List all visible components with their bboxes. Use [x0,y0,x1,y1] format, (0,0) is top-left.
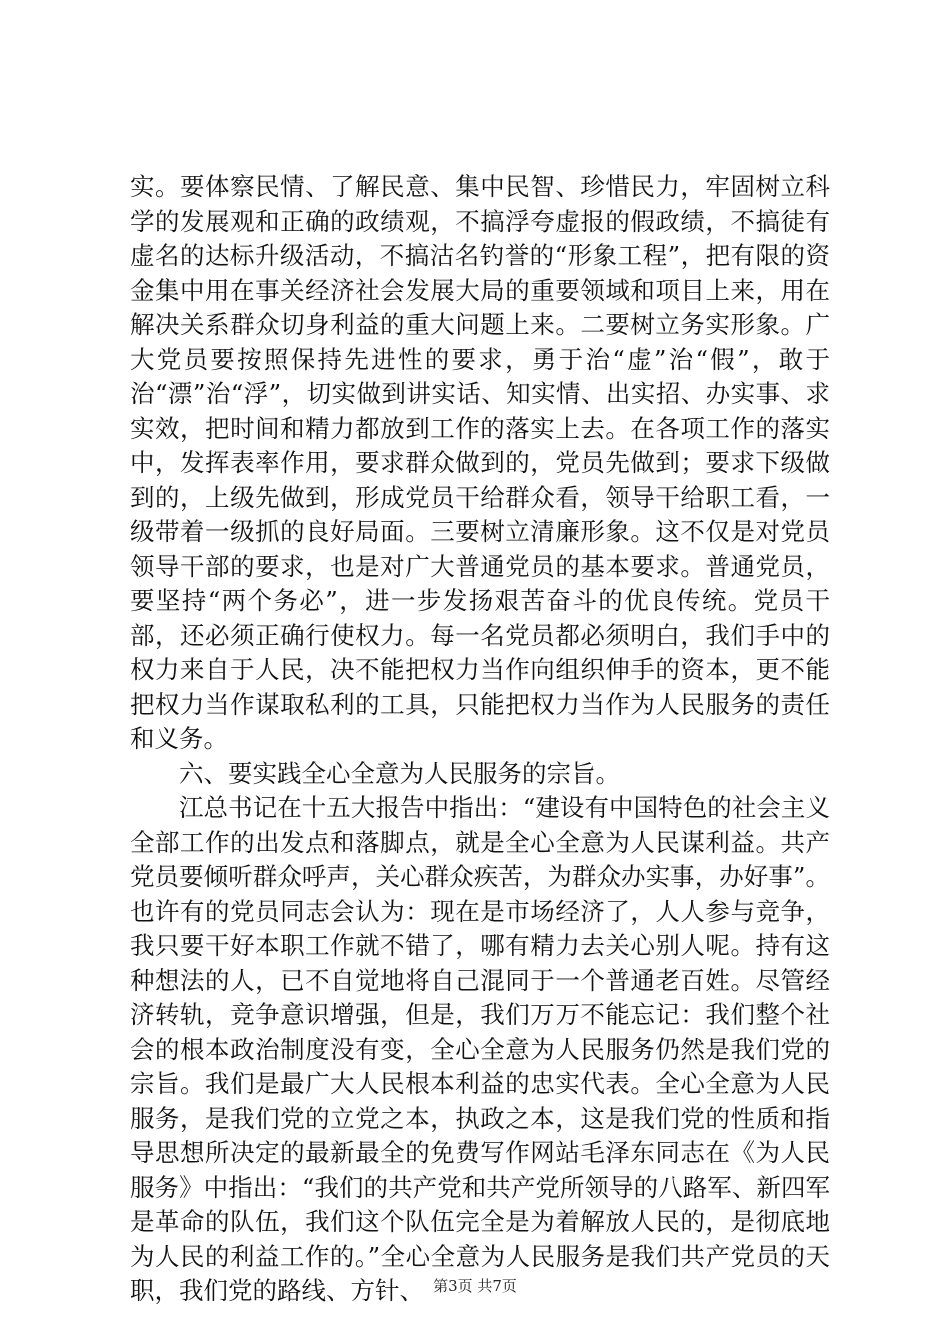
section-heading-six: 六、要实践全心全意为人民服务的宗旨。 [179,758,620,788]
document-body [130,170,830,1309]
page-number-footer: 第3页 共7页 [433,1277,517,1295]
paragraph-continuation: 实。要体察民情、了解民意、集中民智、珍惜民力，牢固树立科学的发展观和正确的政绩观，不搞浮夸虚报的假政绩，不搞徒有虚名的达标升级活动，不搞沽名钓誉的“形象工程”，把有限的资金集中用在事关经济社会发展大局的重要领域和项目上来，用在解决关系群众切身利益的重大问题上来。二要树立务实形象。广大党员要按照保持先进性的要求，勇于治“虚”治“假”，敢于治“漂”治“浮”，切实做到讲实话、知实情、出实招、办实事、求实效，把时间和精力都放到工作的落实上去。在各项工作的落实中，发挥表率作用，要求群众做到的，党员先做到；要求下级做到的，上级先做到，形成党员干给群众看，领导干给职工看，一级带着一级抓的良好局面。三要树立清廉形象。这不仅是对党员领导干部的要求，也是对广大普通党员的基本要求。普通党员，要坚持“两个务必”，进一步发扬艰苦奋斗的优良传统。党员干部，还必须正确行使权力。每一名党员都必须明白，我们手中的权力来自于人民，决不能把权力当作向组织伸手的资本，更不能把权力当作谋取私利的工具，只能把权力当作为人民服务的责任和义务。 [130,172,830,753]
paragraph-main: 江总书记在十五大报告中指出：“建设有中国特色的社会主义全部工作的出发点和落脚点，就是全心全意为人民谋利益。共产党员要倾听群众呼声，关心群众疾苦，为群众办实事，办好事”。也许有的党员同志会认为：现在是市场经济了，人人参与竞争，我只要干好本职工作就不错了，哪有精力去关心别人呢。持有这种想法的人，已不自觉地将自己混同于一个普通老百姓。尽管经济转轨，竞争意识增强，但是，我们万万不能忘记：我们整个社会的根本政治制度没有变，全心全意为人民服务仍然是我们党的宗旨。我们是最广大人民根本利益的忠实代表。全心全意为人民服务，是我们党的立党之本，执政之本，这是我们党的性质和指导思想所决定的最新最全的免费写作网站毛泽东同志在《为人民服务》中指出：“我们的共产党和共产党所领导的八路军、新四军是革命的队伍，我们这个队伍完全是为着解放人民的，是彻底地为人民的利益工作的。”全心全意为人民服务是我们共产党员的天职，我们党的路线、方针、 [130,793,830,1305]
